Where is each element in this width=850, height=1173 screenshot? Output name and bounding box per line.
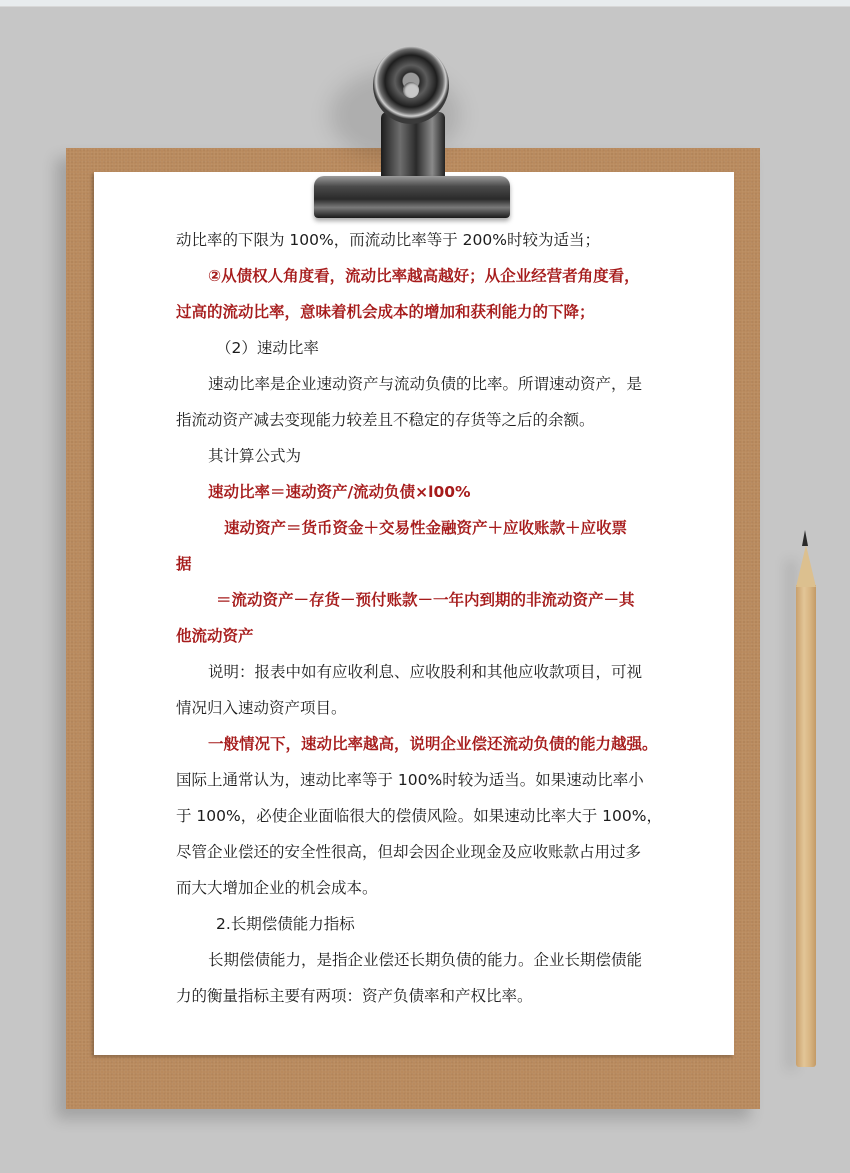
line-17: 于 100%，必使企业面临很大的偿债风险。如果速动比率大于 100%， <box>176 807 662 825</box>
line-15-highlight: 一般情况下，速动比率越高，说明企业偿还流动负债的能力越强。 <box>208 735 658 753</box>
line-2-highlight: ②从债权人角度看，流动比率越高越好；从企业经营者角度看， <box>208 267 640 285</box>
formula-quick-assets-1: 速动资产＝货币资金＋交易性金融资产＋应收账款＋应收票 <box>224 519 628 537</box>
section-heading-quick-ratio: （2）速动比率 <box>216 339 319 357</box>
formula-quick-assets-1-cont: 据 <box>176 555 192 573</box>
line-16: 国际上通常认为，速动比率等于 100%时较为适当。如果速动比率小 <box>176 771 644 789</box>
line-18: 尽管企业偿还的安全性很高，但却会因企业现金及应收账款占用过多 <box>176 843 642 861</box>
line-6: 指流动资产减去变现能力较差且不稳定的存货等之后的余额。 <box>176 411 595 429</box>
pencil-tip <box>796 545 816 587</box>
section-heading-long-term: 2.长期偿债能力指标 <box>216 915 355 933</box>
line-19: 而大大增加企业的机会成本。 <box>176 879 378 897</box>
line-22: 力的衡量指标主要有两项：资产负债率和产权比率。 <box>176 987 533 1005</box>
pencil-icon <box>796 585 816 1067</box>
line-14: 情况归入速动资产项目。 <box>176 699 347 717</box>
line-7: 其计算公式为 <box>208 447 302 465</box>
binder-clip-jaw <box>314 176 510 218</box>
document-text <box>176 222 662 1014</box>
line-1: 动比率的下限为 100%，而流动比率等于 200%时较为适当； <box>176 231 600 249</box>
pencil-shadow <box>786 560 796 1070</box>
binder-clip-hole <box>403 82 419 98</box>
formula-quick-assets-2: ＝流动资产－存货－预付账款－一年内到期的非流动资产－其 <box>216 591 635 609</box>
line-13: 说明：报表中如有应收利息、应收股利和其他应收款项目，可视 <box>208 663 643 681</box>
line-5: 速动比率是企业速动资产与流动负债的比率。所谓速动资产，是 <box>208 375 643 393</box>
formula-quick-assets-2-cont: 他流动资产 <box>176 627 254 645</box>
top-strip <box>0 0 850 7</box>
formula-quick-ratio: 速动比率＝速动资产/流动负债×l00% <box>208 483 471 501</box>
line-21: 长期偿债能力，是指企业偿还长期负债的能力。企业长期偿债能 <box>208 951 643 969</box>
line-3-highlight: 过高的流动比率，意味着机会成本的增加和获利能力的下降； <box>176 303 595 321</box>
pencil-lead <box>802 530 808 546</box>
